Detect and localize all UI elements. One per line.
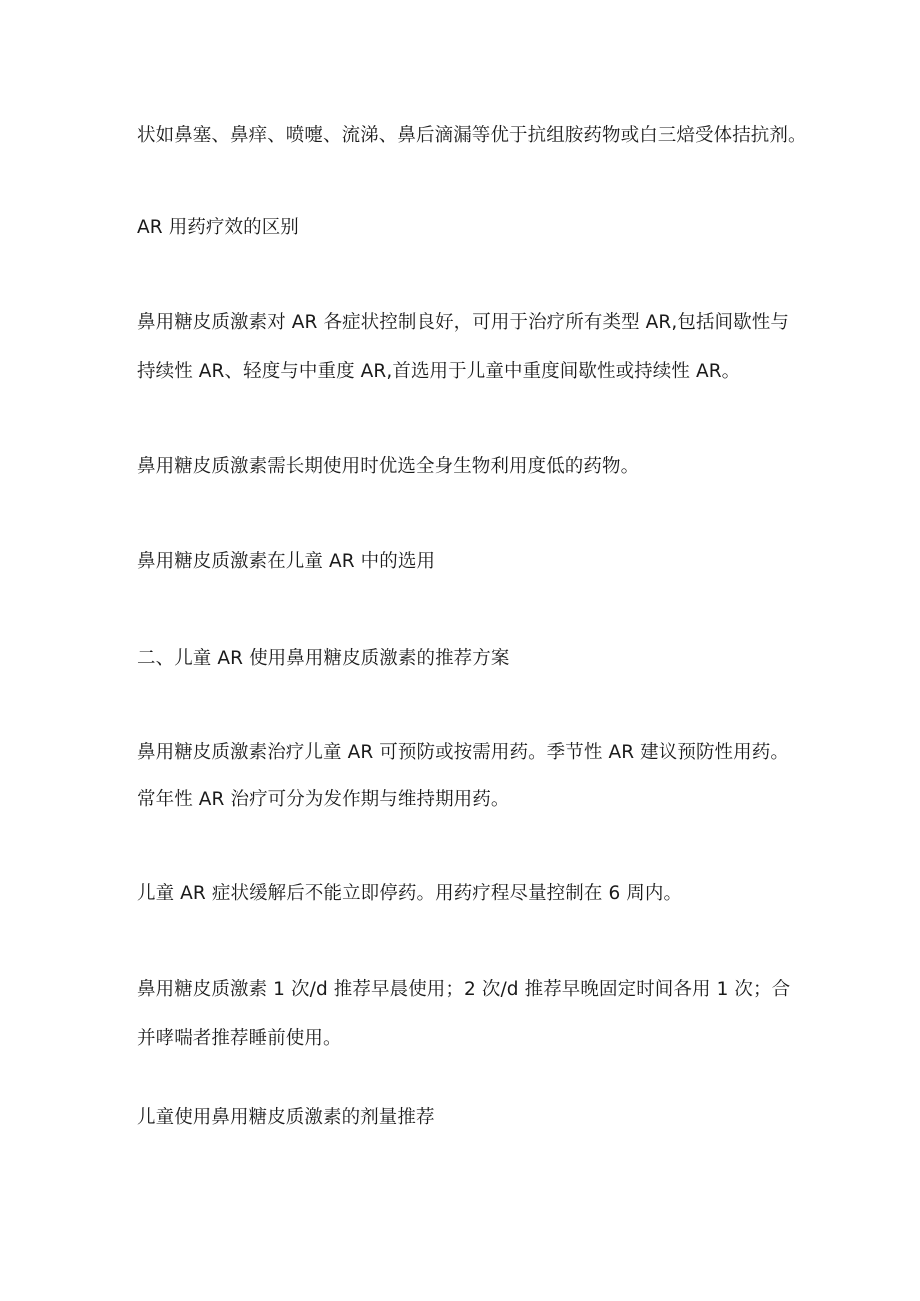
section-heading-recommendation: 二、儿童 AR 使用鼻用糖皮质激素的推荐方案 xyxy=(137,648,510,669)
text-line-9: 常年性 AR 治疗可分为发作期与维持期用药。 xyxy=(137,789,510,810)
text-line-12: 并哮喘者推荐睡前使用。 xyxy=(137,1028,342,1049)
section-heading-dosage: 儿童使用鼻用糖皮质激素的剂量推荐 xyxy=(137,1107,435,1128)
text-line-1: 状如鼻塞、鼻痒、喷嚏、流涕、鼻后滴漏等优于抗组胺药物或白三焙受体拮抗剂。 xyxy=(137,125,807,146)
section-heading-children-selection: 鼻用糖皮质激素在儿童 AR 中的选用 xyxy=(137,551,436,572)
text-line-10: 儿童 AR 症状缓解后不能立即停药。用药疗程尽量控制在 6 周内。 xyxy=(137,883,683,904)
section-heading-ar-efficacy: AR 用药疗效的区别 xyxy=(137,217,299,238)
text-line-8: 鼻用糖皮质激素治疗儿童 AR 可预防或按需用药。季节性 AR 建议预防性用药。 xyxy=(137,742,789,763)
text-line-3: 鼻用糖皮质激素对 AR 各症状控制良好，可用于治疗所有类型 AR,包括间歇性与 xyxy=(137,312,789,333)
text-line-11: 鼻用糖皮质激素 1 次/d 推荐早晨使用；2 次/d 推荐早晚固定时间各用 1 次；合 xyxy=(137,979,791,1000)
text-line-4: 持续性 AR、轻度与中重度 AR,首选用于儿童中重度间歇性或持续性 AR。 xyxy=(137,361,741,382)
text-line-5: 鼻用糖皮质激素需长期使用时优选全身生物利用度低的药物。 xyxy=(137,456,640,477)
